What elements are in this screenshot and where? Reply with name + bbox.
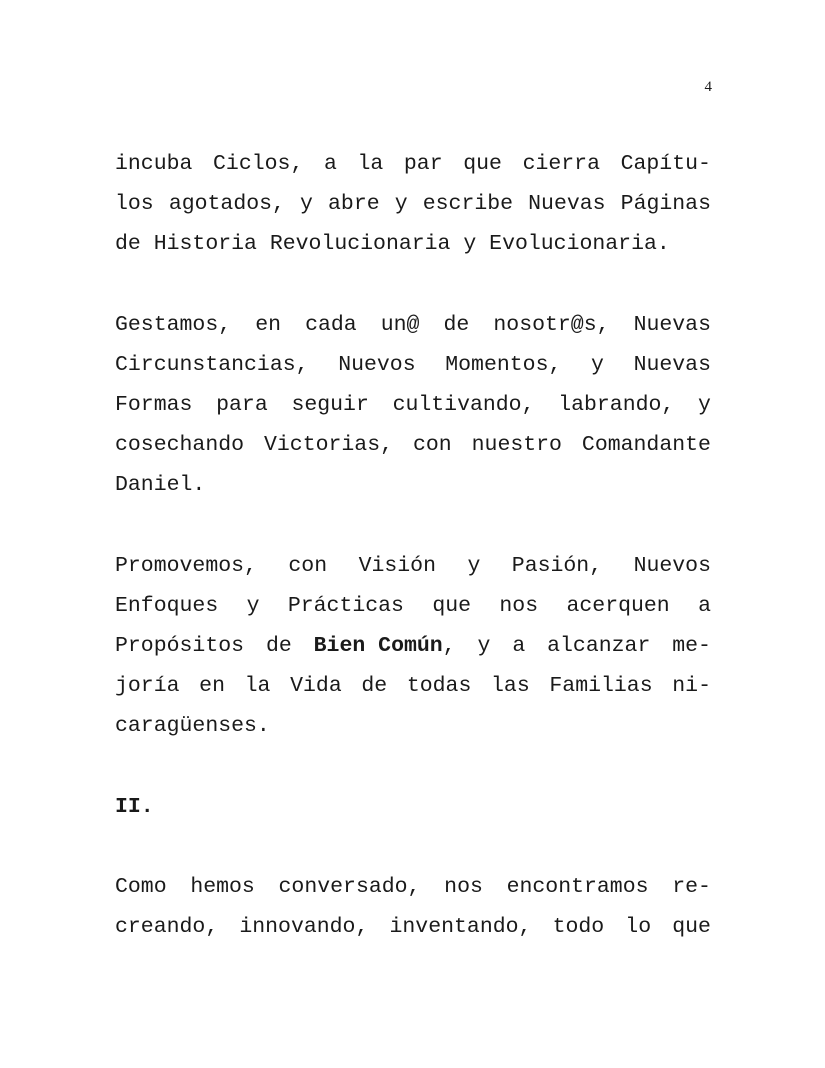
word: escribe xyxy=(422,192,514,216)
word: de xyxy=(265,634,292,658)
word: ni- xyxy=(672,674,711,698)
word: los xyxy=(115,192,154,216)
word: un@ xyxy=(380,313,420,337)
word: abre xyxy=(328,192,380,216)
paragraph-line: Daniel. xyxy=(115,473,206,497)
word: par xyxy=(403,152,443,176)
word: re- xyxy=(672,875,711,899)
word: nosotr@s, xyxy=(493,313,610,337)
paragraph-4 xyxy=(115,867,711,947)
bold-term: Bien Común xyxy=(313,634,443,658)
word: en xyxy=(255,313,281,337)
heading-line: II. xyxy=(115,795,154,819)
paragraph-line xyxy=(115,385,711,425)
word: nos xyxy=(499,594,539,618)
word: cada xyxy=(305,313,357,337)
paragraph-line xyxy=(115,305,711,345)
word: que xyxy=(672,915,711,939)
paragraph-line: caragüenses. xyxy=(115,714,270,738)
word: seguir xyxy=(291,393,369,417)
word: cultivando, xyxy=(392,393,535,417)
word: innovando, xyxy=(239,915,369,939)
word: nos xyxy=(444,875,483,899)
word: y xyxy=(467,554,481,578)
word: y xyxy=(246,594,260,618)
paragraph-2 xyxy=(115,305,711,505)
paragraph-line xyxy=(115,626,711,666)
word: las xyxy=(491,674,530,698)
word: creando, xyxy=(115,915,219,939)
word: todo xyxy=(552,915,605,939)
word: Nuevas xyxy=(633,353,711,377)
word: que xyxy=(432,594,472,618)
paragraph-line xyxy=(115,666,711,706)
word: inventando, xyxy=(389,915,532,939)
word: y xyxy=(394,192,408,216)
paragraph-line xyxy=(115,144,711,184)
word: Ciclos, xyxy=(213,152,304,176)
paragraph-line xyxy=(115,345,711,385)
word: Enfoques xyxy=(115,594,219,618)
paragraph-3 xyxy=(115,546,711,746)
word: Comandante xyxy=(581,433,711,457)
word: Pasión, xyxy=(511,554,603,578)
page-number: 4 xyxy=(704,79,712,95)
word: con xyxy=(412,433,452,457)
section-heading xyxy=(115,787,711,827)
word: nuestro xyxy=(471,433,562,457)
word: todas xyxy=(406,674,472,698)
word: encontramos xyxy=(506,875,649,899)
word: conversado, xyxy=(278,875,421,899)
word: Victorias, xyxy=(263,433,394,457)
word: y xyxy=(591,353,604,377)
word: Nuevos xyxy=(338,353,416,377)
word: para xyxy=(216,393,268,417)
word: cosechando xyxy=(115,433,245,457)
paragraph-1 xyxy=(115,144,711,264)
word: Páginas xyxy=(620,192,711,216)
paragraph-line xyxy=(115,425,711,465)
paragraph-line xyxy=(115,586,711,626)
word: a xyxy=(698,594,711,618)
word: Vida xyxy=(290,674,342,698)
word: Nuevas xyxy=(528,192,606,216)
paragraph-line: de Historia Revolucionaria y Evolucionaria. xyxy=(115,232,670,256)
word: incuba xyxy=(115,152,193,176)
word: alcanzar xyxy=(547,634,651,658)
word: lo xyxy=(625,915,652,939)
word: y xyxy=(698,393,711,417)
word: a xyxy=(323,152,337,176)
word: y xyxy=(300,192,313,216)
word: Momentos, xyxy=(445,353,562,377)
word: que xyxy=(463,152,502,176)
word: Capítu- xyxy=(620,152,711,176)
word: Promovemos, xyxy=(115,554,257,578)
word: me- xyxy=(672,634,711,658)
word: cierra xyxy=(522,152,600,176)
word: de xyxy=(361,674,388,698)
word: la xyxy=(244,674,271,698)
word: Propósitos xyxy=(115,634,245,658)
bold-phrase: Bien Común, xyxy=(313,634,456,658)
word: en xyxy=(199,674,225,698)
word: la xyxy=(357,152,384,176)
paragraph-line xyxy=(115,867,711,907)
word: Prácticas xyxy=(287,594,404,618)
word: hemos xyxy=(190,875,255,899)
word: labrando, xyxy=(558,393,675,417)
word: Nuevas xyxy=(633,313,711,337)
word: Formas xyxy=(115,393,193,417)
paragraph-line xyxy=(115,184,711,224)
paragraph-line xyxy=(115,546,711,586)
word: acerquen xyxy=(566,594,670,618)
word: Familias xyxy=(549,674,653,698)
word: agotados, xyxy=(168,192,285,216)
word: Nuevos xyxy=(633,554,711,578)
word: Visión xyxy=(358,554,436,578)
word: y xyxy=(477,634,491,658)
word: de xyxy=(443,313,470,337)
word: Circunstancias, xyxy=(115,353,309,377)
word: Gestamos, xyxy=(115,313,232,337)
word: Como xyxy=(115,875,167,899)
word: con xyxy=(288,554,328,578)
word: a xyxy=(512,634,526,658)
paragraph-line xyxy=(115,907,711,947)
word: joría xyxy=(115,674,180,698)
